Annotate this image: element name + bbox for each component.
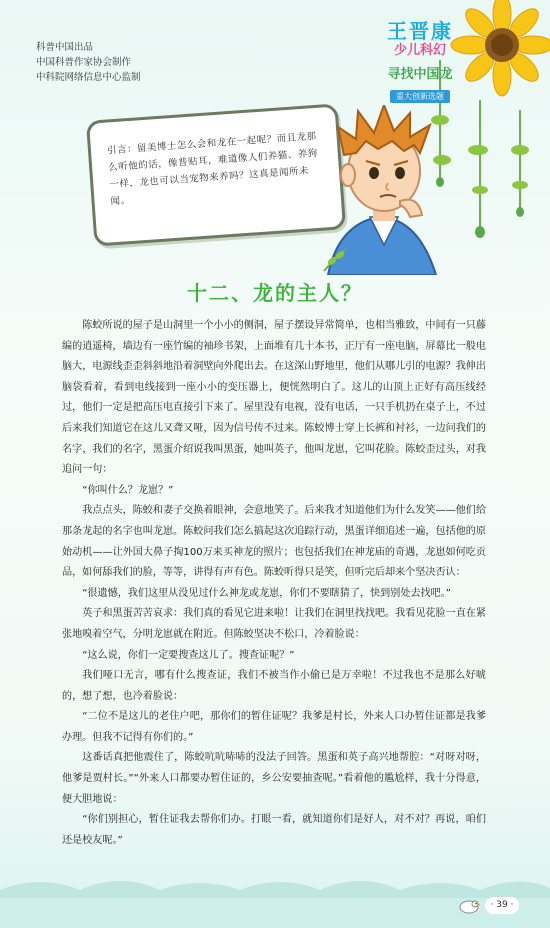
publisher-line: 中国科普作家协会制作 (36, 57, 132, 68)
paragraph: “二位不是这儿的老住户吧，那你们的暂住证呢？我爹是村长，外来人口办暂住证都是我爹办理。但我不记得有你们的。” (62, 711, 486, 743)
publisher-info (36, 40, 141, 85)
chapter-title: 十二、龙的主人？ (187, 281, 363, 305)
paragraph: 我们哑口无言，哪有什么搜查证，我们不被当作小偷已是万幸啦！不过我也不是那么好唬的，想了想，也冷着脸说： (62, 670, 486, 702)
intro-text: 引言：留美博士怎么会和龙在一起呢？而且龙那么听他的话，像普贴耳，难道像人们养猫、养狗一样，龙也可以当宠物来养吗？这真是闻所未闻。 (106, 130, 319, 208)
author-name: 王晋康 (387, 19, 453, 43)
publisher-line: 中科院网络信息中心监制 (36, 72, 141, 83)
bird-icon (458, 898, 482, 914)
leaf-sprig-icon (320, 245, 350, 275)
paragraph: 英子和黑蛋苦苦哀求：我们真的看见它进来啦！让我们在洞里找找吧。我看见花脸一直在紧张地嗅着空气，分明龙崽就在附近。但陈蛟坚决不松口，冷着脸说： (62, 608, 486, 640)
intro-card (86, 103, 346, 246)
paragraph: 我点点头，陈蛟和妻子交换着眼神，会意地笑了。后来我才知道他们为什么发笑——他们给那条龙起的名字也叫龙崽。陈蛟问我们怎么搞起这次追踪行动，黑蛋详细追述一遍，包括他的原始动机——让外国大鼻子掏100万来买神龙的照片；也包括我们在神龙庙的奇遇，龙崽如何吃贡品，如何舔我们的脸，等等，讲得有声有色。陈蛟听得只是笑，但听完后却来个坚决否认： (62, 505, 486, 579)
series-tag: 重大创新选题 (390, 90, 450, 103)
publisher-line: 科普中国出品 (36, 42, 94, 53)
series-brand (360, 20, 480, 103)
paragraph: “你叫什么？龙崽？” (82, 484, 174, 496)
paragraph: 这番话真把他震住了，陈蛟吭吭哧哧的没法子回答。黑蛋和英子高兴地帮腔：“对呀对呀，他爹是贾村长。”“外来人口都要办暂住证的，乡公安要抽查呢。”看着他的尴尬样，我十分得意，便大胆地说： (62, 752, 486, 805)
paragraph: 陈蛟所说的屋子是山洞里一个小小的侧洞，屋子摆设异常简单，也相当雅致，中间有一只藤编的逍遥椅，墙边有一座竹编的袖珍书架，上面堆有几十本书，正厅有一座电脑，屏幕比一般电脑大，电源线歪歪斜斜地沿着洞壁向外爬出去。在这深山野地里，他们从哪儿引的电源？我伸出脑袋看着，看到电线接到一座小小的变压器上，便恍然明白了。这儿的山顶上正好有高压线经过，他们一定是把高压电直接引下来了。屋里没有电视，没有电话，一只手机扔在桌子上，不过后来我们知道它在这儿又聋又哑，因为信号传不过来。陈蛟博士穿上长裤和衬衫，一边问我们的名字，我们的名字，黑蛋介绍说我叫黑蛋，她叫英子，他叫龙崽，它叫花脸。陈蛟歪过头，对我追问一句： (62, 320, 486, 476)
page-number: · 39 · (485, 897, 519, 914)
brand-subtitle: 少儿科幻 (393, 43, 446, 58)
chapter-body (62, 316, 486, 851)
series-title: 寻找中国龙 (387, 67, 453, 82)
paragraph: “你们别担心，暂住证我去帮你们办。打眼一看，就知道你们是好人，对不对？再说，咱们还是校友呢。” (62, 814, 486, 846)
paragraph: “这么说，你们一定要搜查这儿了。搜查证呢？” (82, 649, 295, 661)
paragraph: “很遗憾，我们这里从没见过什么神龙或龙崽，你们不要瞎猜了，快到别处去找吧。” (82, 587, 451, 599)
